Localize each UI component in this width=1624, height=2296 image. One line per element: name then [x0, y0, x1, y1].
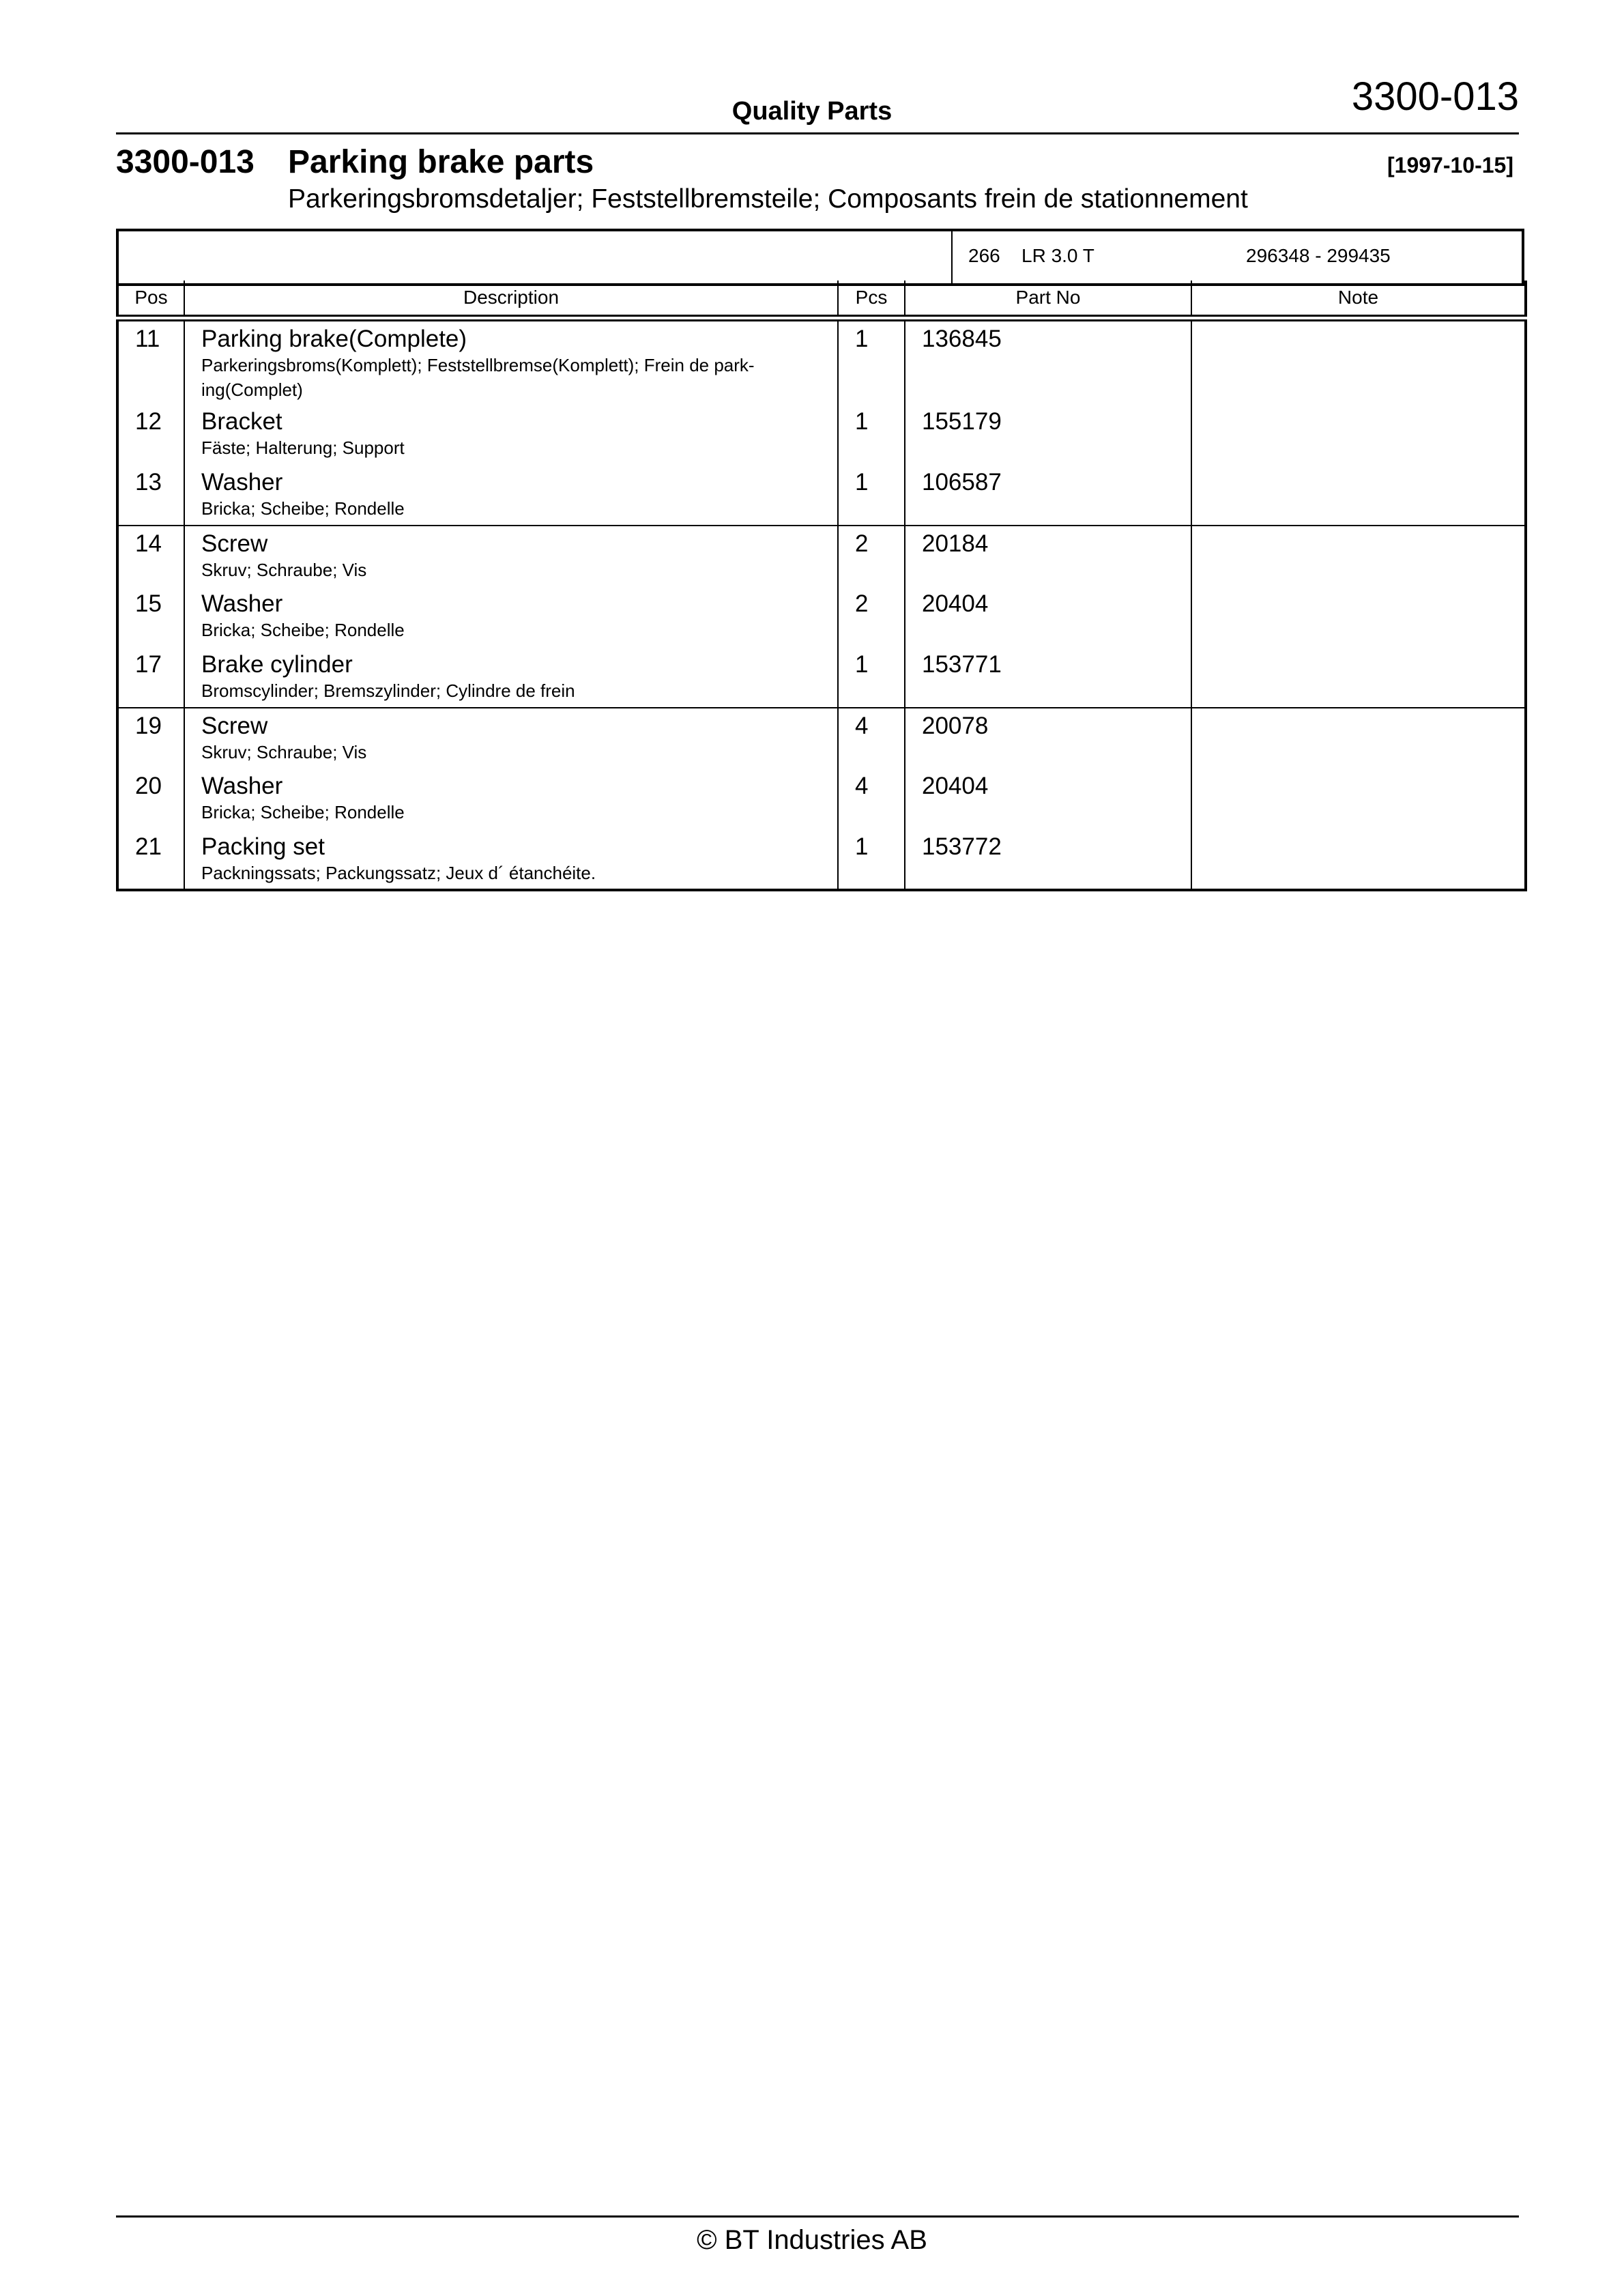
- table-row: [117, 526, 1526, 586]
- row-pcs: 1: [838, 404, 905, 465]
- table-header-row: [117, 281, 1526, 318]
- col-header-description: Description: [184, 281, 838, 318]
- row-pcs: 1: [838, 465, 905, 526]
- row-pos: 13: [117, 465, 184, 526]
- col-header-pos: Pos: [117, 281, 184, 318]
- header-title: Quality Parts: [731, 97, 893, 126]
- row-description: [184, 465, 838, 526]
- row-note: [1191, 404, 1526, 465]
- row-pos: 15: [117, 586, 184, 647]
- part-name: Screw: [201, 530, 268, 557]
- section-title: Parking brake parts: [288, 144, 594, 180]
- row-part-no: 20404: [905, 586, 1191, 647]
- table-row: [117, 404, 1526, 465]
- row-part-no: 20078: [905, 708, 1191, 769]
- table-row: [117, 647, 1526, 708]
- table-row: [117, 318, 1526, 404]
- part-name: Screw: [201, 713, 268, 739]
- row-part-no: 136845: [905, 318, 1191, 404]
- table-row: [117, 829, 1526, 890]
- footer-copyright: © BT Industries AB: [697, 2225, 927, 2255]
- row-note: [1191, 647, 1526, 708]
- section-number: 3300-013: [116, 144, 255, 180]
- row-pcs: 1: [838, 318, 905, 404]
- row-pos: 21: [117, 829, 184, 890]
- part-name: Bracket: [201, 408, 282, 435]
- row-description: [184, 769, 838, 829]
- part-translation: Skruv; Schraube; Vis: [201, 742, 367, 762]
- part-name: Brake cylinder: [201, 651, 353, 678]
- row-pcs: 4: [838, 769, 905, 829]
- col-header-pcs: Pcs: [838, 281, 905, 318]
- row-pos: 12: [117, 404, 184, 465]
- model-serial-range: 296348 - 299435: [1246, 245, 1391, 266]
- row-pcs: 2: [838, 526, 905, 586]
- part-name: Packing set: [201, 833, 325, 860]
- section-subtitle: Parkeringsbromsdetaljer; Feststellbremsteile; Composants frein de stationnement: [288, 184, 1248, 214]
- row-pos: 11: [117, 318, 184, 404]
- model-code: 266: [968, 245, 1000, 266]
- table-row: [117, 708, 1526, 769]
- row-description: [184, 586, 838, 647]
- row-note: [1191, 769, 1526, 829]
- row-pcs: 1: [838, 829, 905, 890]
- row-description: [184, 318, 838, 404]
- row-pcs: 1: [838, 647, 905, 708]
- model-box-divider: [951, 231, 953, 283]
- row-note: [1191, 708, 1526, 769]
- col-header-part-no: Part No: [905, 281, 1191, 318]
- row-pcs: 4: [838, 708, 905, 769]
- row-pos: 14: [117, 526, 184, 586]
- parts-table: [116, 281, 1527, 891]
- row-part-no: 20184: [905, 526, 1191, 586]
- row-description: [184, 647, 838, 708]
- row-note: [1191, 526, 1526, 586]
- row-description: [184, 404, 838, 465]
- row-part-no: 153771: [905, 647, 1191, 708]
- part-name: Washer: [201, 773, 283, 799]
- row-part-no: 20404: [905, 769, 1191, 829]
- part-translation: Packningssats; Packungssatz; Jeux d´ étanchéite.: [201, 863, 596, 883]
- header-page-code: 3300-013: [1351, 74, 1519, 119]
- table-row: [117, 769, 1526, 829]
- part-translation: Bromscylinder; Bremszylinder; Cylindre de frein: [201, 680, 575, 701]
- row-note: [1191, 465, 1526, 526]
- part-name: Washer: [201, 590, 283, 617]
- row-pos: 20: [117, 769, 184, 829]
- row-pos: 19: [117, 708, 184, 769]
- part-name: Parking brake(Complete): [201, 326, 467, 352]
- part-translation: Bricka; Scheibe; Rondelle: [201, 620, 405, 640]
- part-translation: Bricka; Scheibe; Rondelle: [201, 802, 405, 822]
- part-translation: Fäste; Halterung; Support: [201, 437, 405, 458]
- row-description: [184, 829, 838, 890]
- row-note: [1191, 586, 1526, 647]
- col-header-note: Note: [1191, 281, 1526, 318]
- footer-rule: [116, 2215, 1519, 2218]
- table-row: [117, 465, 1526, 526]
- header-rule: [116, 132, 1519, 134]
- table-row: [117, 586, 1526, 647]
- part-translation: Skruv; Schraube; Vis: [201, 560, 367, 580]
- row-part-no: 153772: [905, 829, 1191, 890]
- part-translation: Parkeringsbroms(Komplett); Feststellbremse(Komplett); Frein de park-ing(Complet): [201, 355, 755, 400]
- row-part-no: 155179: [905, 404, 1191, 465]
- row-pos: 17: [117, 647, 184, 708]
- model-info-box: [116, 229, 1524, 286]
- part-translation: Bricka; Scheibe; Rondelle: [201, 498, 405, 519]
- part-name: Washer: [201, 469, 283, 496]
- model-name: LR 3.0 T: [1021, 245, 1094, 266]
- row-note: [1191, 318, 1526, 404]
- section-date: [1997-10-15]: [1387, 153, 1513, 177]
- row-description: [184, 708, 838, 769]
- row-note: [1191, 829, 1526, 890]
- row-description: [184, 526, 838, 586]
- row-pcs: 2: [838, 586, 905, 647]
- row-part-no: 106587: [905, 465, 1191, 526]
